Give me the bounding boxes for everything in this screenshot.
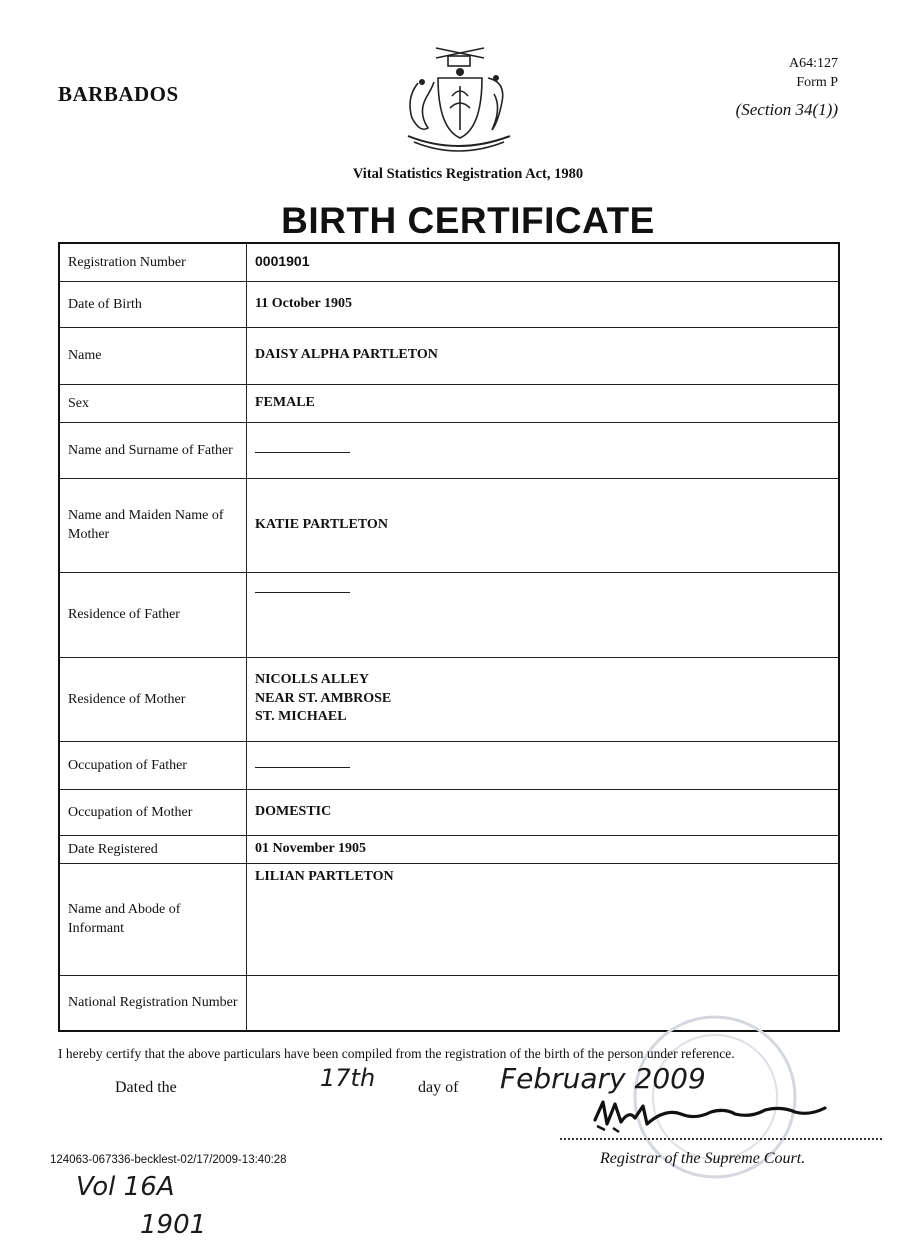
table-row (59, 572, 839, 657)
field-value (247, 243, 840, 281)
field-value: DOMESTIC (247, 789, 840, 835)
field-value: FEMALE (247, 384, 840, 422)
field-label: Residence of Father (59, 572, 247, 657)
field-label: Name (59, 327, 247, 384)
handwritten-volume: Vol 16A (76, 1172, 175, 1202)
section-reference: (Section 34(1)) (735, 100, 838, 119)
blank-line (255, 592, 350, 593)
address-line: ST. MICHAEL (255, 709, 347, 725)
registration-number: 0001901 (255, 253, 310, 269)
field-value (247, 657, 840, 741)
field-label: Date of Birth (59, 281, 247, 327)
signature-icon (585, 1090, 835, 1135)
form-name: Form P (796, 75, 838, 90)
certificate-table (58, 242, 840, 1032)
handwritten-number: 1901 (140, 1210, 207, 1240)
field-value: KATIE PARTLETON (247, 478, 840, 572)
country-name: BARBADOS (58, 82, 179, 106)
field-label: Name and Surname of Father (59, 422, 247, 478)
handwritten-month-year: February 2009 (500, 1062, 706, 1095)
field-label: Name and Maiden Name of Mother (59, 478, 247, 572)
reference-code: 124063-067336-becklest-02/17/2009-13:40:28 (50, 1154, 287, 1166)
field-label: Date Registered (59, 835, 247, 863)
blank-line (255, 452, 350, 453)
signature-line (560, 1138, 882, 1140)
field-label: Residence of Mother (59, 657, 247, 741)
field-value: 11 October 1905 (247, 281, 840, 327)
certification-statement: I hereby certify that the above particulars have been compiled from the registration of the birth of the person under reference. (58, 1046, 735, 1061)
day-of-label: day of (418, 1079, 459, 1096)
table-row (59, 789, 839, 835)
field-label: Sex (59, 384, 247, 422)
field-value: DAISY ALPHA PARTLETON (247, 327, 840, 384)
document-title: BIRTH CERTIFICATE (281, 200, 655, 241)
table-row (59, 384, 839, 422)
field-label: Occupation of Mother (59, 789, 247, 835)
table-row (59, 243, 839, 281)
form-code: A64:127 (789, 56, 838, 71)
field-value (247, 422, 840, 478)
table-row (59, 741, 839, 789)
field-value: LILIAN PARTLETON (247, 863, 840, 975)
table-row (59, 478, 839, 572)
field-label: National Registration Number (59, 975, 247, 1031)
table-row (59, 863, 839, 975)
table-row (59, 835, 839, 863)
field-label: Name and Abode of Informant (59, 863, 247, 975)
act-title: Vital Statistics Registration Act, 1980 (352, 166, 584, 182)
dated-label: Dated the (115, 1079, 177, 1096)
table-row (59, 281, 839, 327)
form-reference (789, 54, 838, 92)
field-value: 01 November 1905 (247, 835, 840, 863)
field-value (247, 572, 840, 657)
table-row (59, 422, 839, 478)
address-line: NEAR ST. AMBROSE (255, 690, 392, 706)
registrar-title: Registrar of the Supreme Court. (600, 1150, 806, 1167)
field-label: Registration Number (59, 243, 247, 281)
field-value (247, 741, 840, 789)
coat-of-arms-icon (398, 38, 518, 158)
blank-line (255, 767, 350, 768)
address-line: NICOLLS ALLEY (255, 672, 369, 688)
handwritten-day: 17th (320, 1064, 376, 1092)
table-row (59, 327, 839, 384)
field-label: Occupation of Father (59, 741, 247, 789)
table-row (59, 657, 839, 741)
